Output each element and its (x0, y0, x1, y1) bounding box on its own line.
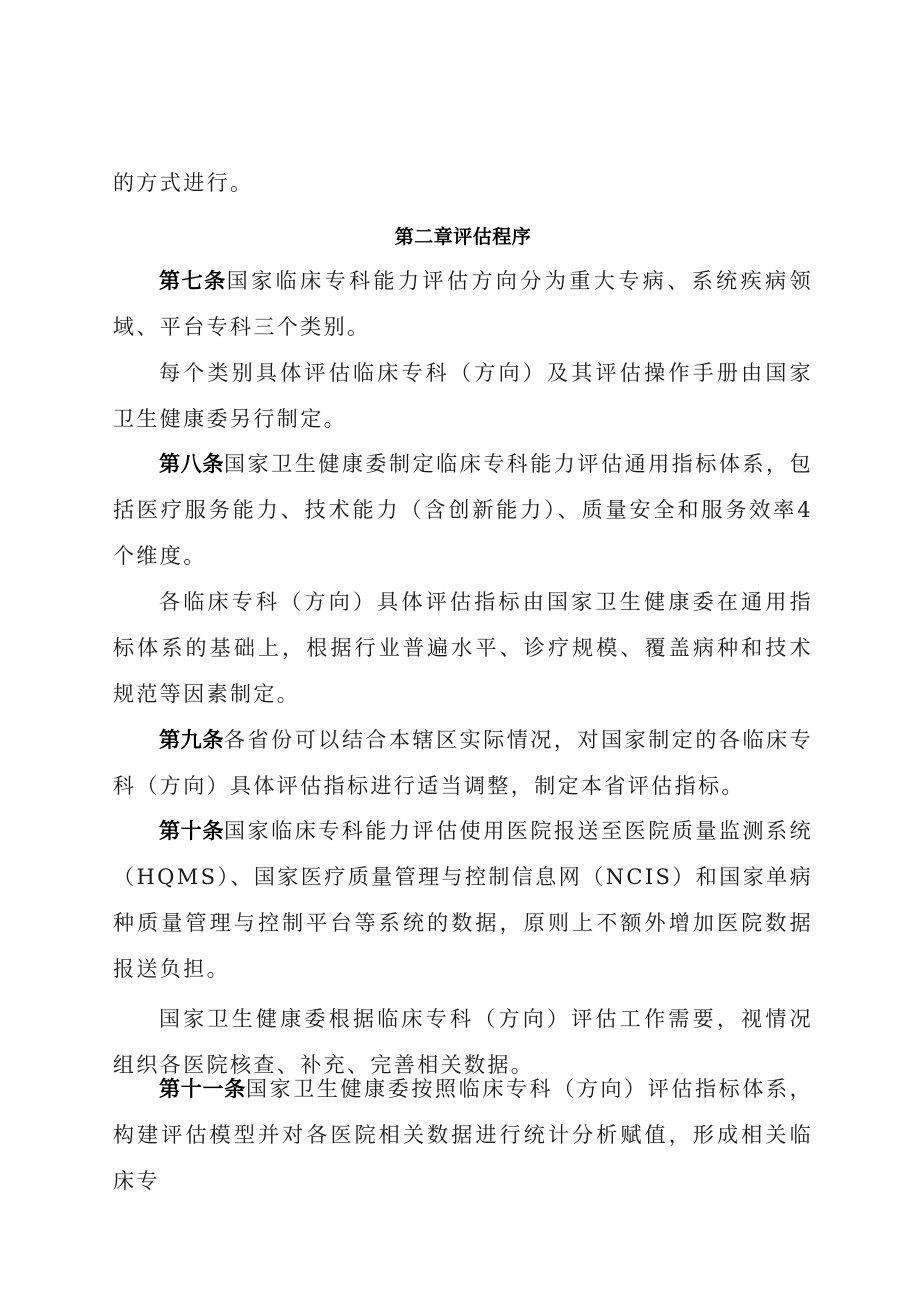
continuation-paragraph: 的方式进行。 (113, 171, 254, 195)
article-7-body: 国家临床专科能力评估方向分为重大专病、系统疾病领域、平台专科三个类别。 (113, 269, 813, 339)
article-9-body: 各省份可以结合本辖区实际情况，对国家制定的各临床专科（方向）具体评估指标进行适当调整，制定本省评估指标。 (113, 728, 813, 798)
article-11-label: 第十一条 (159, 1077, 246, 1101)
article-10-paragraph-2: 国家卫生健康委根据临床专科（方向）评估工作需要，视情况组织各医院核查、补充、完善相关数据。 (113, 1007, 813, 1077)
article-8-paragraph (113, 441, 813, 579)
article-7-paragraph (113, 258, 813, 350)
article-7-label: 第七条 (159, 269, 227, 293)
article-11-paragraph (113, 1066, 813, 1204)
article-8-body: 国家卫生健康委制定临床专科能力评估通用指标体系，包括医疗服务能力、技术能力（含创新能力）、质量安全和服务效率4个维度。 (113, 452, 813, 568)
article-10-body: 国家临床专科能力评估使用医院报送至医院质量监测系统（HQMS）、国家医疗质量管理与控制信息网（NCIS）和国家单病种质量管理与控制平台等系统的数据，原则上不额外增加医院数据报送负担。 (113, 819, 813, 981)
article-9-label: 第九条 (159, 728, 224, 752)
chapter-heading: 第二章评估程序 (394, 226, 532, 248)
article-11-body: 国家卫生健康委按照临床专科（方向）评估指标体系，构建评估模型并对各医院相关数据进行统计分析赋值，形成相关临床专 (113, 1077, 813, 1193)
article-10-paragraph (113, 808, 813, 992)
article-9-paragraph (113, 717, 813, 809)
article-7-paragraph-2: 每个类别具体评估临床专科（方向）及其评估操作手册由国家卫生健康委另行制定。 (113, 361, 813, 431)
article-8-paragraph-2: 各临床专科（方向）具体评估指标由国家卫生健康委在通用指标体系的基础上，根据行业普遍水平、诊疗规模、覆盖病种和技术规范等因素制定。 (113, 590, 813, 706)
article-10-label: 第十条 (159, 819, 224, 843)
article-8-label: 第八条 (159, 452, 224, 476)
